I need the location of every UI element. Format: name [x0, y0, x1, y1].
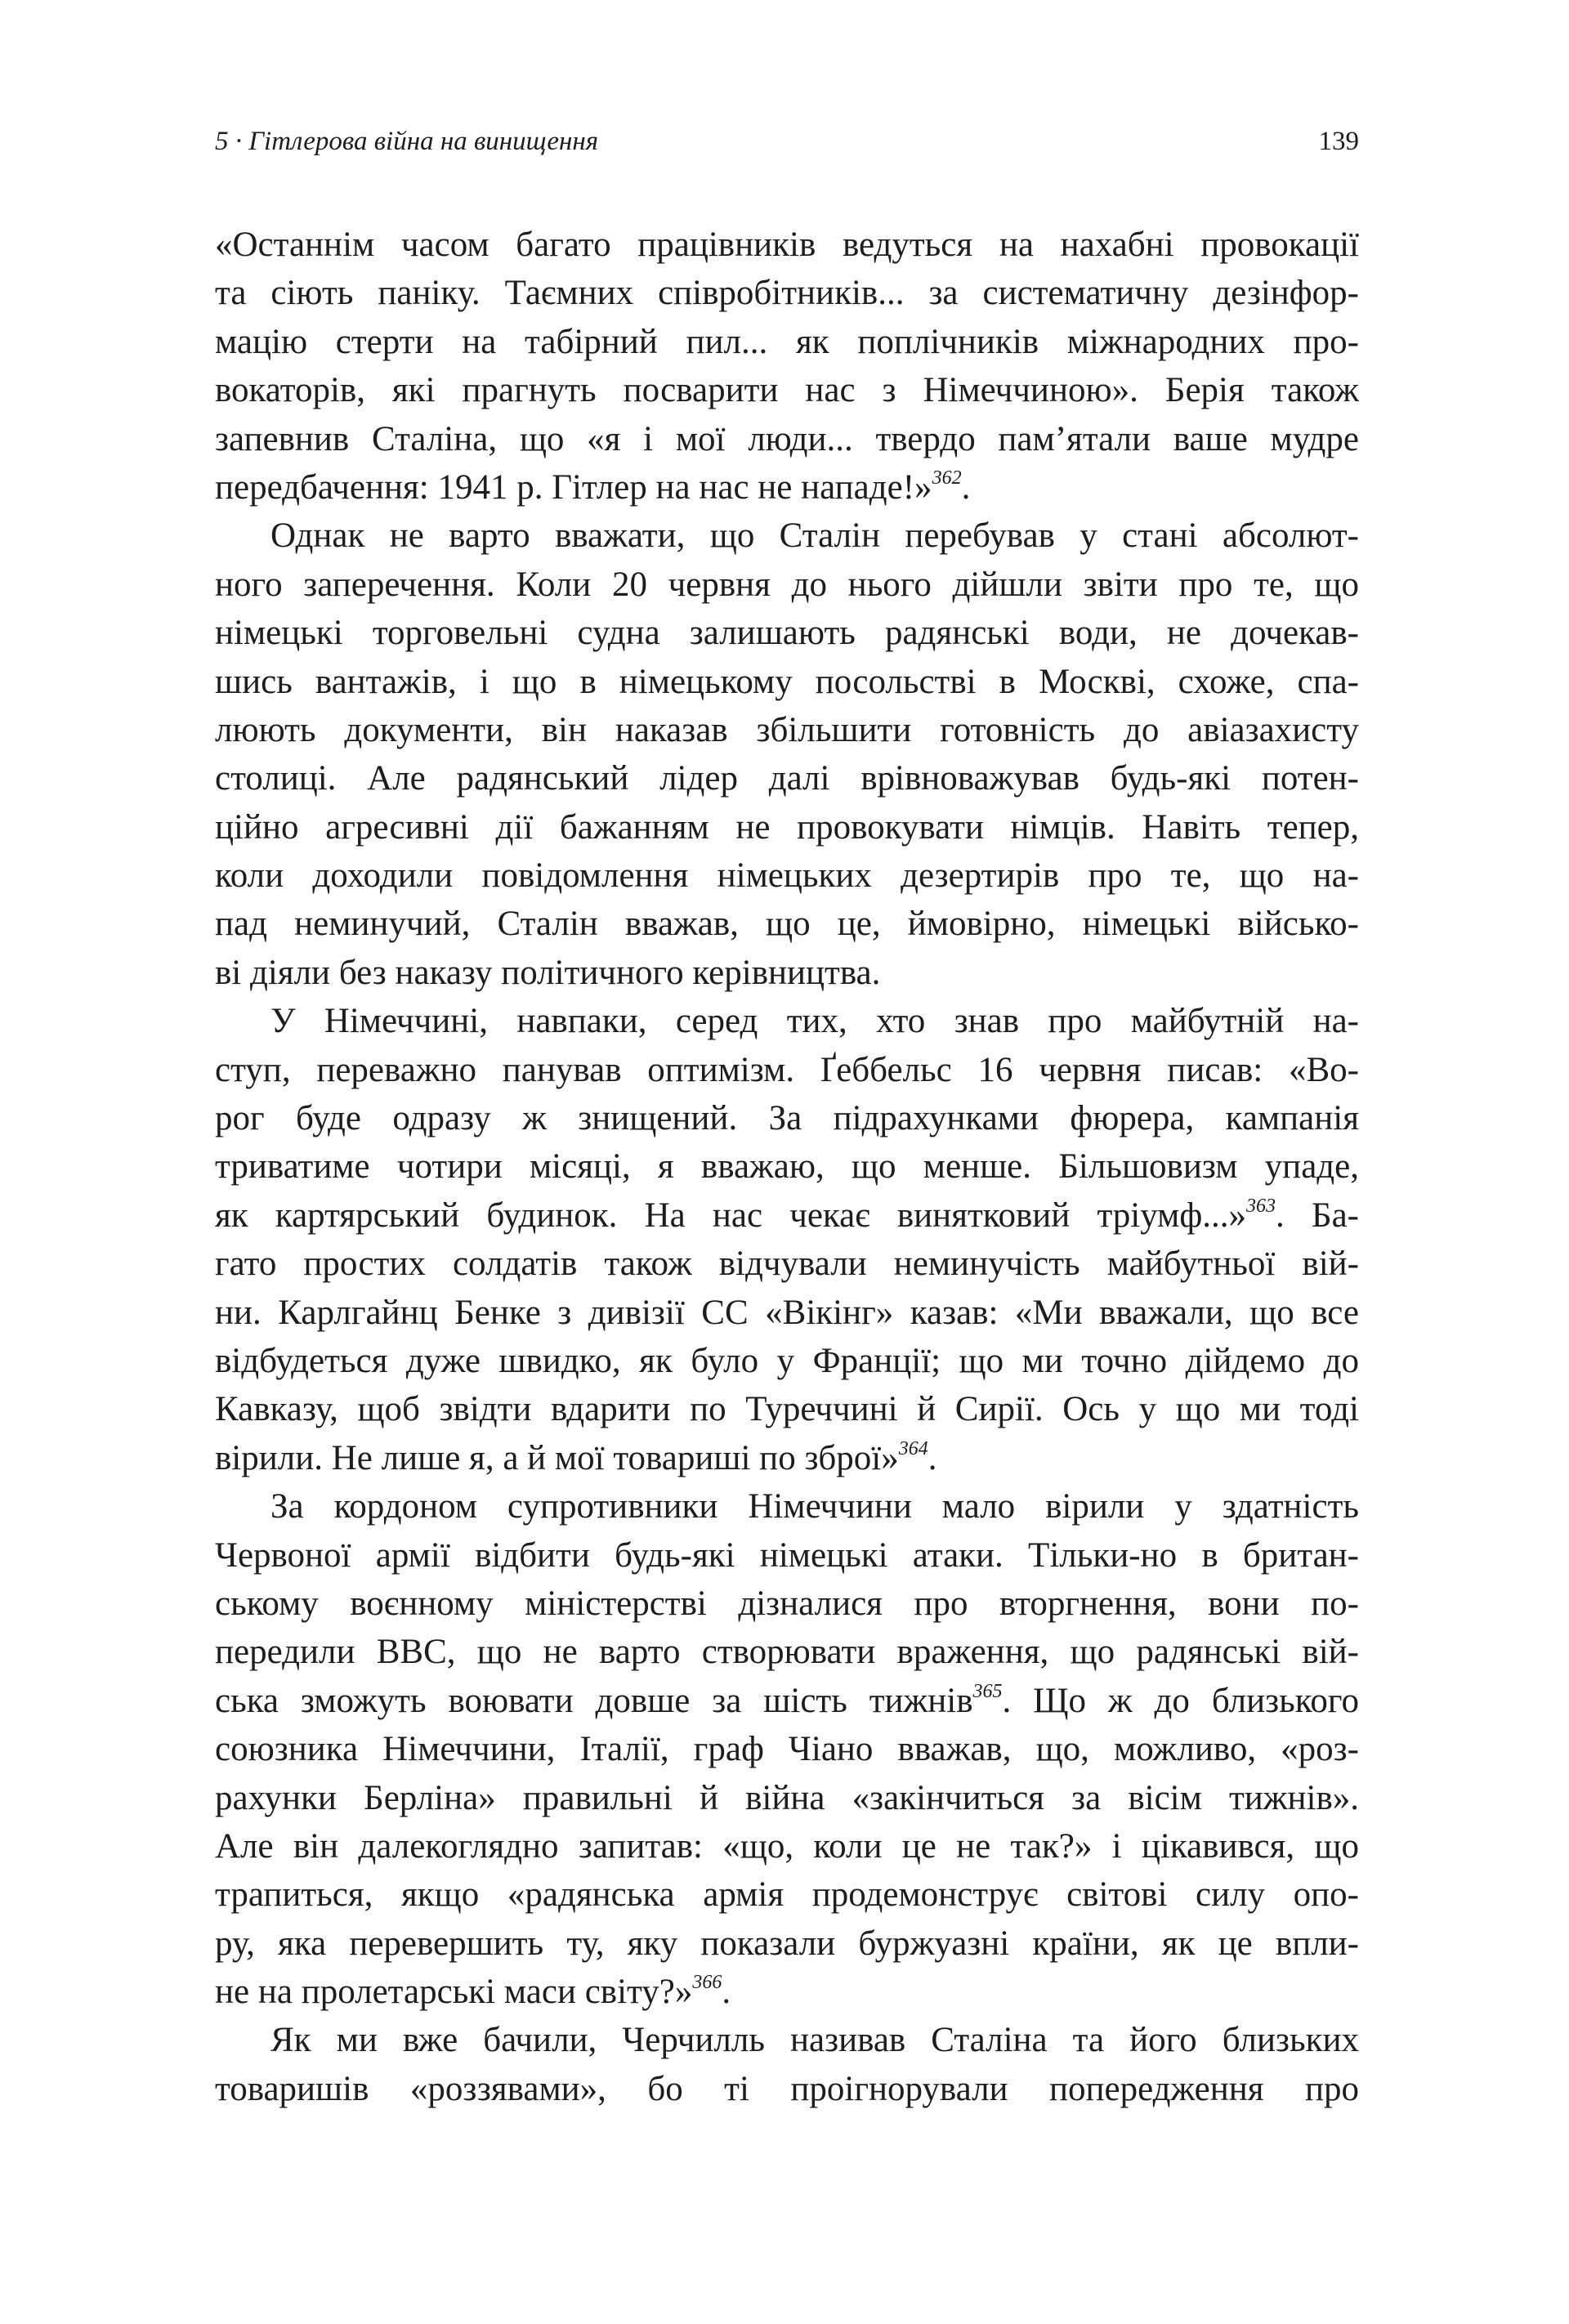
- line-text: ступ, переважно панував оптимізм. Ґеббельс 16 червня писав: «Во-: [215, 1050, 1359, 1089]
- text-line: [215, 1822, 1359, 1870]
- text-line: [215, 1531, 1359, 1580]
- text-line: [215, 221, 1359, 269]
- line-text-after: .: [722, 1973, 731, 2012]
- text-line: [215, 609, 1359, 657]
- text-line: [215, 706, 1359, 754]
- text-line: [215, 949, 1359, 997]
- text-line: [215, 1628, 1359, 1676]
- line-text: ська зможуть воювати довше за шість тижнів: [215, 1681, 973, 1720]
- text-line: [215, 658, 1359, 706]
- line-text: ському воєнному міністерстві дізналися про вторгнення, вони по-: [215, 1584, 1359, 1623]
- text-line: [215, 803, 1359, 851]
- line-text: гато простих солдатів також відчували неминучість майбутньої вій-: [215, 1245, 1359, 1284]
- footnote-ref: 366: [692, 1972, 722, 1994]
- line-text: вокаторів, які прагнуть посварити нас з Німеччиною». Берія також: [215, 371, 1359, 410]
- line-text: німецькі торговельні судна залишають радянські води, не дочекав-: [215, 614, 1359, 653]
- footnote-ref: 365: [972, 1680, 1003, 1702]
- line-text: не на пролетарські маси світу?»: [215, 1973, 693, 2012]
- line-text: триватиме чотири місяці, я вважаю, що менше. Більшовизм упаде,: [215, 1147, 1359, 1187]
- text-line: [215, 1725, 1359, 1773]
- line-text: вірили. Не лише я, а й мої товариші по зброї»: [215, 1438, 899, 1477]
- text-line: [215, 1870, 1359, 1919]
- line-text: За кордоном супротивники Німеччини мало вірили у здатність: [270, 1487, 1359, 1526]
- line-text: шись вантажів, і що в німецькому посольстві в Москві, схоже, спа-: [215, 662, 1359, 701]
- line-text: запевнив Сталіна, що «я і мої люди... твердо пам’ятали ваше мудре: [215, 419, 1359, 458]
- line-text: столиці. Але радянський лідер далі врівноважував будь-які потен-: [215, 759, 1359, 798]
- text-line: [215, 754, 1359, 802]
- line-text-after: . Що ж до близького: [1002, 1681, 1359, 1720]
- text-line: [215, 1046, 1359, 1094]
- line-text: та сіють паніку. Таємних співробітників... за систематичну дезінфор-: [215, 274, 1359, 313]
- footnote-ref: 364: [898, 1437, 928, 1459]
- line-text: «Останнім часом багато працівників ведуться на нахабні провокації: [215, 226, 1359, 264]
- text-line: [215, 318, 1359, 366]
- text-line: [215, 1677, 1359, 1725]
- text-line: [215, 512, 1359, 560]
- line-text: ві діяли без наказу політичного керівництва.: [215, 953, 881, 992]
- text-line: [215, 1385, 1359, 1433]
- line-text: Червоної армії відбити будь-які німецькі атаки. Тільки-но в британ-: [215, 1535, 1359, 1575]
- line-text: люють документи, він наказав збільшити готовність до авіазахисту: [215, 710, 1359, 749]
- line-text: У Німеччині, навпаки, серед тих, хто знав про майбутній на-: [270, 1002, 1359, 1041]
- line-text: як картярський будинок. На нас чекає винятковий тріумф...»: [215, 1196, 1246, 1235]
- line-text-after: . Ба-: [1275, 1196, 1359, 1235]
- text-line: [215, 2016, 1359, 2064]
- text-line: [215, 1482, 1359, 1531]
- text-line: [215, 463, 1359, 512]
- line-text: передили ВВС, що не варто створювати враження, що радянські вій-: [215, 1633, 1359, 1672]
- text-line: [215, 1094, 1359, 1142]
- line-text: ного заперечення. Коли 20 червня до нього дійшли звіти про те, що: [215, 565, 1359, 604]
- text-line: [215, 1920, 1359, 1968]
- footnote-ref: 362: [932, 467, 962, 489]
- line-text: Як ми вже бачили, Черчилль називав Сталіна та його близьких: [270, 2021, 1359, 2060]
- text-line: [215, 2065, 1359, 2113]
- line-text: ру, яка перевершить ту, яку показали буржуазні країни, як це впли-: [215, 1924, 1359, 1963]
- text-line: [215, 1434, 1359, 1482]
- line-text: коли доходили повідомлення німецьких дезертирів про те, що на-: [215, 856, 1359, 896]
- line-text-after: .: [928, 1438, 937, 1477]
- text-line: [215, 269, 1359, 317]
- line-text-after: .: [961, 467, 971, 507]
- text-line: [215, 366, 1359, 414]
- text-line: [215, 1774, 1359, 1822]
- text-line: [215, 851, 1359, 900]
- text-line: [215, 1142, 1359, 1191]
- line-text: передбачення: 1941 р. Гітлер на нас не нападе!»: [215, 467, 932, 507]
- text-line: [215, 1240, 1359, 1288]
- line-text: ційно агресивні дії бажанням не провокувати німців. Навіть тепер,: [215, 807, 1359, 847]
- line-text: рог буде одразу ж знищений. За підрахунками фюрера, кампанія: [215, 1099, 1359, 1138]
- line-text: відбудеться дуже швидко, як було у Франції; що ми точно дійдемо до: [215, 1341, 1359, 1380]
- text-line: [215, 1337, 1359, 1385]
- text-line: [215, 561, 1359, 609]
- text-line: [215, 415, 1359, 463]
- line-text: Однак не варто вважати, що Сталін перебував у стані абсолют-: [270, 516, 1359, 556]
- footnote-ref: 363: [1245, 1195, 1276, 1217]
- line-text: рахунки Берліна» правильні й війна «закінчиться за вісім тижнів».: [215, 1778, 1359, 1817]
- running-title: 5 · Гітлерова війна на винищення: [215, 127, 599, 156]
- line-text: трапиться, якщо «радянська армія продемонструє світові силу опо-: [215, 1875, 1359, 1915]
- line-text: ни. Карлгайнц Бенке з дивізії СС «Вікінг» казав: «Ми вважали, що все: [215, 1293, 1359, 1332]
- line-text: союзника Німеччини, Італії, граф Чіано вважав, що, можливо, «роз-: [215, 1730, 1359, 1769]
- body-text: [215, 221, 1359, 2113]
- text-line: [215, 1289, 1359, 1337]
- text-line: [215, 900, 1359, 948]
- line-text: пад неминучий, Сталін вважав, що це, ймовірно, німецькі військо-: [215, 905, 1359, 944]
- line-text: Але він далекоглядно запитав: «що, коли це не так?» і цікавився, що: [215, 1826, 1359, 1866]
- text-line: [215, 1191, 1359, 1240]
- page-number: 139: [1318, 127, 1359, 156]
- line-text: мацію стерти на табірний пил... як поплічників міжнародних про-: [215, 322, 1359, 361]
- line-text: Кавказу, щоб звідти вдарити по Туреччині й Сирії. Ось у що ми тоді: [215, 1390, 1359, 1429]
- text-line: [215, 997, 1359, 1045]
- line-text: товаришів «роззявами», бо ті проігнорували попередження про: [215, 2069, 1359, 2108]
- running-header: [215, 127, 1359, 168]
- text-line: [215, 1580, 1359, 1628]
- text-line: [215, 1968, 1359, 2016]
